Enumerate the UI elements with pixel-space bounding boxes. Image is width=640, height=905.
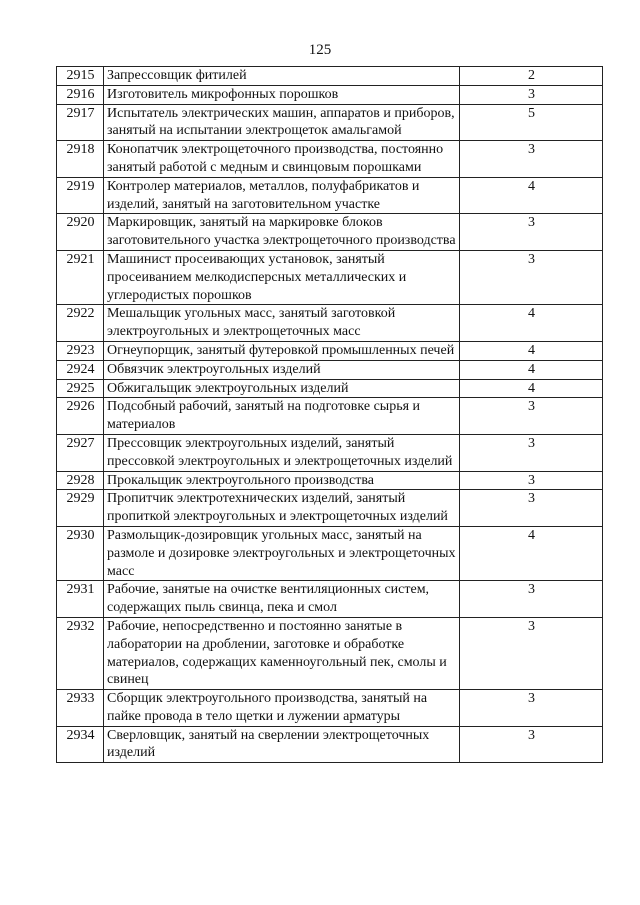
row-name: Испытатель электрических машин, аппаратов и приборов, занятый на испытании электрощеток амальгамой [104,104,460,141]
table-row [57,379,603,398]
row-name: Рабочие, непосредственно и постоянно занятые в лаборатории на дроблении, заготовке и обработке материалов, содержащих каменноугольный пек, смолы и свинец [104,617,460,689]
row-name: Пропитчик электротехнических изделий, занятый пропиткой электроугольных и электрощеточных изделий [104,490,460,527]
table-row [57,141,603,178]
row-name: Огнеупорщик, занятый футеровкой промышленных печей [104,341,460,360]
row-name: Конопатчик электрощеточного производства, постоянно занятый работой с медным и свинцовым порошками [104,141,460,178]
row-name: Прокальщик электроугольного производства [104,471,460,490]
row-code: 2924 [57,360,104,379]
row-code: 2927 [57,434,104,471]
row-class: 3 [460,141,603,178]
row-code: 2917 [57,104,104,141]
row-code: 2925 [57,379,104,398]
row-code: 2919 [57,177,104,214]
row-class: 3 [460,434,603,471]
row-code: 2922 [57,305,104,342]
row-class: 4 [460,341,603,360]
row-code: 2915 [57,67,104,86]
row-class: 4 [460,379,603,398]
table-row [57,67,603,86]
table-row [57,471,603,490]
row-name: Запрессовщик фитилей [104,67,460,86]
row-class: 3 [460,85,603,104]
page-number: 125 [308,42,332,58]
row-name: Обвязчик электроугольных изделий [104,360,460,379]
row-class: 3 [460,250,603,304]
table-row [57,526,603,580]
row-name: Сборщик электроугольного производства, занятый на пайке провода в тело щетки и лужении арматуры [104,690,460,727]
table-row [57,690,603,727]
row-code: 2920 [57,214,104,251]
table-row [57,250,603,304]
table-row [57,214,603,251]
row-name: Машинист просеивающих установок, занятый просеиванием мелкодисперсных металлических и углеродистых порошков [104,250,460,304]
row-code: 2928 [57,471,104,490]
row-code: 2932 [57,617,104,689]
row-name: Маркировщик, занятый на маркировке блоков заготовительного участка электрощеточного производства [104,214,460,251]
row-name: Рабочие, занятые на очистке вентиляционных систем, содержащих пыль свинца, пека и смол [104,581,460,618]
row-code: 2926 [57,398,104,435]
row-class: 4 [460,360,603,379]
row-code: 2923 [57,341,104,360]
row-class: 3 [460,490,603,527]
table-row [57,341,603,360]
row-name: Подсобный рабочий, занятый на подготовке сырья и материалов [104,398,460,435]
row-class: 3 [460,581,603,618]
table-row [57,177,603,214]
table-row [57,581,603,618]
row-class: 5 [460,104,603,141]
row-class: 3 [460,726,603,763]
row-name: Сверловщик, занятый на сверлении электрощеточных изделий [104,726,460,763]
table-row [57,85,603,104]
row-code: 2916 [57,85,104,104]
row-code: 2929 [57,490,104,527]
table-row [57,104,603,141]
row-class: 3 [460,398,603,435]
table-row [57,434,603,471]
row-code: 2934 [57,726,104,763]
row-name: Обжигальщик электроугольных изделий [104,379,460,398]
row-class: 3 [460,690,603,727]
row-code: 2921 [57,250,104,304]
profession-table [56,66,603,763]
table-body [57,67,603,763]
row-code: 2918 [57,141,104,178]
row-class: 3 [460,471,603,490]
table-row [57,490,603,527]
row-class: 3 [460,617,603,689]
row-name: Размольщик-дозировщик угольных масс, занятый на размоле и дозировке электроугольных и электрощеточных масс [104,526,460,580]
table-row [57,360,603,379]
row-code: 2933 [57,690,104,727]
table-row [57,617,603,689]
row-name: Мешальщик угольных масс, занятый заготовкой электроугольных и электрощеточных масс [104,305,460,342]
row-class: 3 [460,214,603,251]
row-name: Контролер материалов, металлов, полуфабрикатов и изделий, занятый на заготовительном участке [104,177,460,214]
row-code: 2930 [57,526,104,580]
row-class: 4 [460,526,603,580]
row-class: 2 [460,67,603,86]
row-class: 4 [460,305,603,342]
row-name: Прессовщик электроугольных изделий, занятый прессовкой электроугольных и электрощеточных изделий [104,434,460,471]
row-class: 4 [460,177,603,214]
table-row [57,305,603,342]
table-row [57,726,603,763]
row-name: Изготовитель микрофонных порошков [104,85,460,104]
row-code: 2931 [57,581,104,618]
table-row [57,398,603,435]
